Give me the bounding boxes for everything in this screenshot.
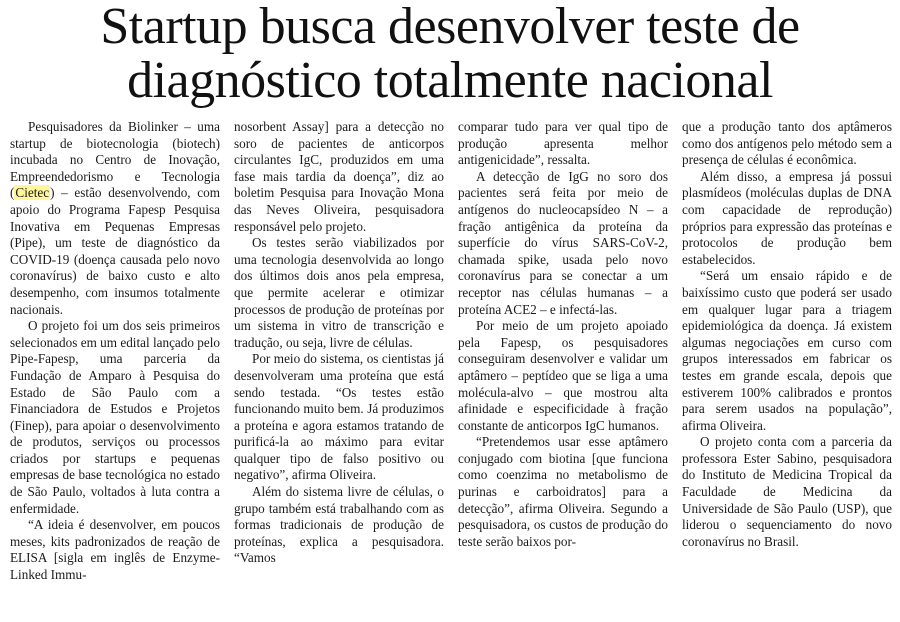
headline-line-2: diagnóstico totalmente nacional (127, 52, 773, 109)
column-3 (458, 119, 668, 619)
column-1 (10, 119, 220, 619)
paragraph: Além disso, a empresa já possui plasmídeos (moléculas duplas de DNA com capacidade de reprodução) próprios para expressão das proteínas e protocolos de produção bem estabelecidos. (682, 168, 892, 267)
paragraph: A detecção de IgG no soro dos pacientes será feita por meio de antígenos do nucleocapsídeo N – a fração antigênica da proteína da superfície do vírus SARS-CoV-2, chamada spike, usada pelo novo coronavírus para se conectar a um receptor nas células humanas – a proteína ACE2 – e infectá-las. (458, 168, 668, 317)
paragraph-continuation: nosorbent Assay] para a detecção no soro de pacientes de anticorpos circulantes IgC, produzidos em uma fase mais tardia da doença”, diz ao boletim Pesquisa para Inovação Mona das Neves Oliveira, pesquisadora responsável pelo projeto. (234, 119, 444, 234)
paragraph-continuation: que a produção tanto dos aptâmeros como dos antígenos pelo método sem a presença de células é econômica. (682, 119, 892, 168)
paragraph: Por meio de um projeto apoiado pela Fapesp, os pesquisadores conseguiram desenvolver e validar um aptâmero – peptídeo que se liga a uma molécula-alvo – que mostrou alta afinidade e especificidade à fração constante de anticorpos IgC humanos. (458, 318, 668, 433)
paragraph: Por meio do sistema, os cientistas já desenvolveram uma proteína que está sendo testada. “Os testes estão funcionando muito bem. Já produzimos a proteína e agora estamos tratando de purificá-la ao máximo para evitar qualquer tipo de falso positivo ou negativo”, afirma Oliveira. (234, 351, 444, 483)
paragraph-text: ) – estão desenvolvendo, com apoio do Programa Fapesp Pesquisa Inovativa em Pequenas Empresas (Pipe), um teste de diagnóstico da COVID-19 (doença causada pelo novo coronavírus) de baixo custo e alto desempenho, com insumos totalmente nacionais. (10, 185, 220, 317)
column-2 (234, 119, 444, 619)
headline (0, 0, 900, 112)
headline-line-1: Startup busca desenvolver teste de (100, 0, 800, 55)
paragraph: “A ideia é desenvolver, em poucos meses, kits padronizados de reação de ELISA [sigla em inglês de Enzyme-Linked Immu- (10, 517, 220, 583)
paragraph: O projeto foi um dos seis primeiros selecionados em um edital lançado pelo Pipe-Fapesp, uma parceria da Fundação de Amparo à Pesquisa do Estado de São Paulo com a Financiadora de Estudos e Projetos (Finep), para apoiar o desenvolvimento de produtos, serviços ou processos criados por startups e pequenas empresas de base tecnológica no estado de São Paulo, voltados à luta contra a enfermidade. (10, 318, 220, 516)
article-body (10, 119, 892, 619)
paragraph-continuation: comparar tudo para ver qual tipo de produção apresenta melhor antigenicidade”, ressalta. (458, 119, 668, 168)
paragraph: O projeto conta com a parceria da professora Ester Sabino, pesquisadora do Instituto de Medicina Tropical da Faculdade de Medicina da Universidade de São Paulo (USP), que liderou o sequenciamento do novo coronavírus no Brasil. (682, 434, 892, 549)
paragraph: “Pretendemos usar esse aptâmero conjugado com biotina [que funciona como coenzima no metabolismo de purinas e carboidratos] para a detecção”, afirma Oliveira. Segundo a pesquisadora, os custos de produção do teste serão baixos por- (458, 434, 668, 549)
column-4 (682, 119, 892, 619)
paragraph: Os testes serão viabilizados por uma tecnologia desenvolvida ao longo dos últimos dois anos pela empresa, que permite acelerar e otimizar processos de produção de proteínas por um sistema in vitro de transcrição e tradução, ou seja, livre de células. (234, 235, 444, 350)
paragraph: “Será um ensaio rápido e de baixíssimo custo que poderá ser usado em qualquer lugar para a triagem epidemiológica da doença. Já existem algumas negociações em curso com grupos interessados em fabricar os testes em grande escala, depois que estiverem 100% calibrados e prontos para serem usados na população”, afirma Oliveira. (682, 268, 892, 433)
highlighted-term: Cietec (15, 185, 50, 201)
paragraph (10, 119, 220, 318)
paragraph-text: Pesquisadores da Biolinker – uma startup de biotecnologia (biotech) incubada no Centro de Inovação, Empreendedorismo e Tecnologia ( (10, 119, 220, 201)
paragraph: Além do sistema livre de células, o grupo também está trabalhando com as formas tradicionais de produção de proteínas, explica a pesquisadora. “Vamos (234, 484, 444, 566)
